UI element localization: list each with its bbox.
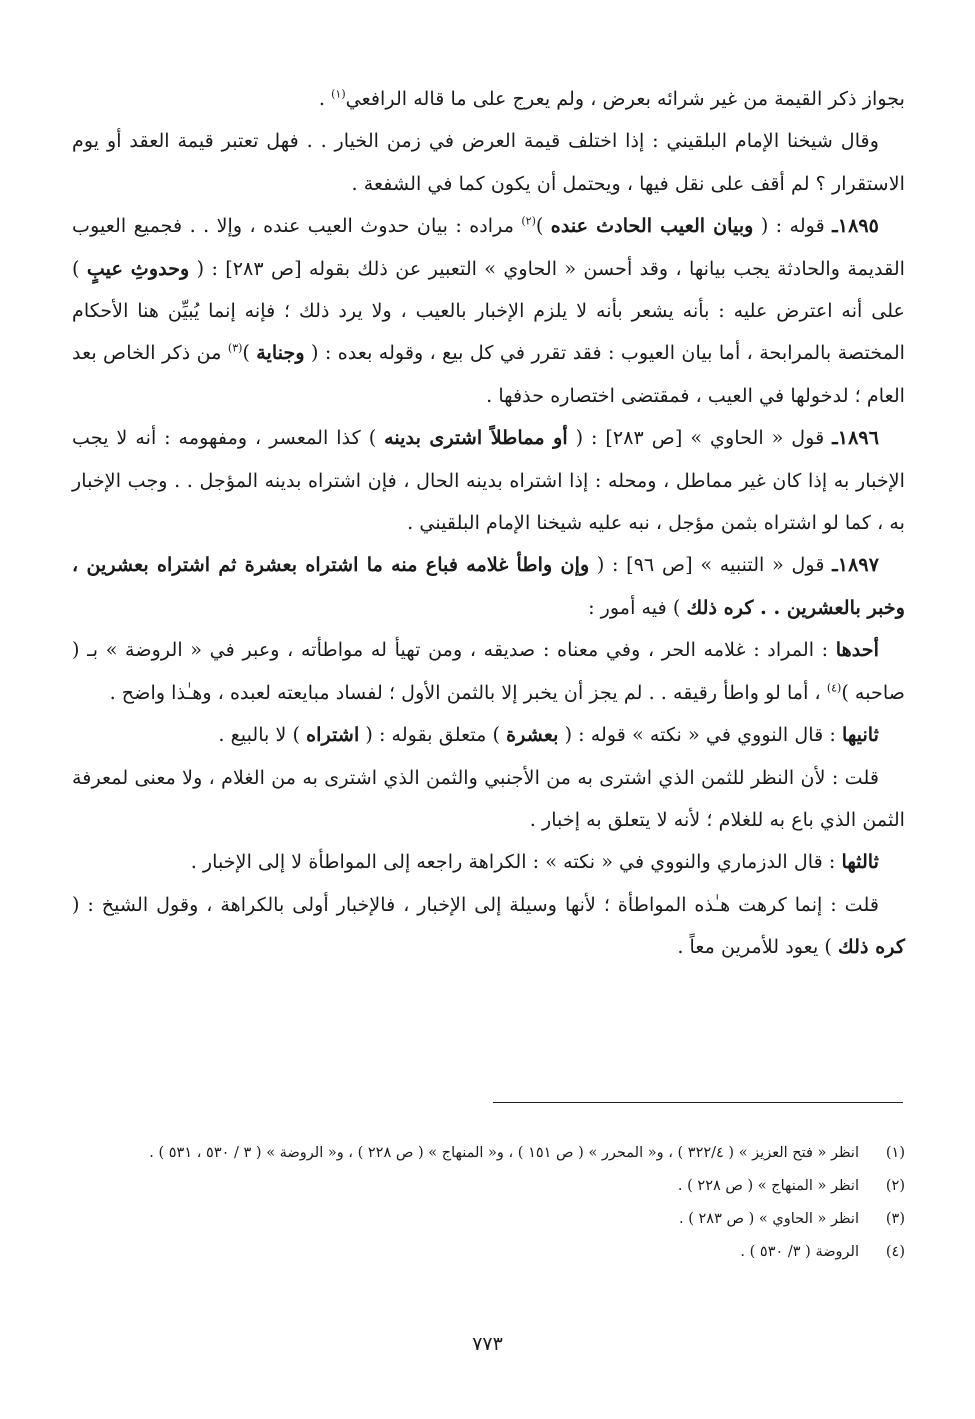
footnote-text: انظر « الحاوي » ( ص ٢٨٣ ) . (679, 1211, 859, 1227)
bold-text: اشتراه (306, 723, 360, 747)
text-run: ) يعود للأمرين معاً . (677, 935, 838, 959)
footnote-number: (١) (885, 1145, 905, 1161)
bold-text: وجناية (256, 341, 305, 365)
bold-text: أو مماطلاً اشترى بدينه (384, 426, 568, 450)
paragraph (72, 417, 905, 544)
text-run: ) (242, 341, 257, 365)
bold-text: كره ذلك (837, 935, 905, 959)
footnote-number: (٤) (885, 1244, 905, 1260)
footnote-text: انظر « المنهاج » ( ص ٢٢٨ ) . (677, 1178, 859, 1194)
text-run: ، أما لو واطأ رقيقه . . لم يجز أن يخبر إلا بالثمن الأول ؛ لفساد مبايعته لعبده ، وهـٰذا واضح . (109, 680, 827, 704)
text-run: ) على أنه اعترض عليه : بأنه يشعر بأنه لا يلزم الإخبار بالعيب ، ولا يرد ذلك ؛ فإنه إنما يُبيِّن هنا الأحكام المختصة بالمرابحة ، أما بيان العيوب : فقد تقرر في كل بيع ، وقوله بعده : ( (72, 256, 905, 365)
page-number: ٧٧٣ (472, 1333, 503, 1355)
paragraph (72, 629, 905, 714)
footnote-separator (493, 1102, 903, 1103)
paragraph (72, 78, 905, 120)
bold-text: ١٨٩٥ـ (832, 214, 879, 238)
text-run: قلت : لأن النظر للثمن الذي اشترى به من الأجنبي والثمن الذي اشترى به من الغلام ، ولا معنى لمعرفة الثمن الذي باع به للغلام ؛ لأنه لا يتعلق به إخبار . (72, 765, 905, 831)
text-run: ) متعلق بقوله : ( (359, 723, 507, 747)
footnote (72, 1203, 905, 1236)
footnote-ref: (١) (331, 87, 346, 101)
footnote (72, 1170, 905, 1203)
text-run: قول « التنبيه » [ص ٩٦] : ( (589, 553, 833, 577)
text-run: ) (535, 214, 551, 238)
bold-text: ثالثها (841, 850, 879, 874)
text-run: من ذكر الخاص بعد العام ؛ لدخولها في العيب ، فمقتضى اختصاره حذفها . (72, 341, 905, 407)
text-run: : المراد : غلامه الحر ، وفي معناه : صديقه ، ومن تهيأ له مواطأته ، وعبر في « الروضة » بـ ( صاحبه ) (72, 638, 905, 704)
footnote-text: انظر « فتح العزيز » ( ٣٢٢/٤ ) ، و« المحرر » ( ص ١٥١ ) ، و« المنهاج » ( ص ٢٢٨ ) ، و« الروضة » ( ٣ / ٥٣٠ ، ٥٣١ ) . (149, 1145, 859, 1161)
footnote-number: (٢) (885, 1178, 905, 1194)
footnotes (72, 1137, 905, 1269)
paragraph (72, 841, 905, 883)
bold-text: ثانيها (841, 723, 879, 747)
text-run: مراده : بيان حدوث العيب عنده ، وإلا . . فجميع العيوب القديمة والحادثة يجب بيانها ، وقد أحسن « الحاوي » التعبير عن ذلك بقوله [ص ٢٨٣] : ( (72, 214, 906, 280)
footnote-ref: (٢) (521, 214, 536, 228)
paragraph (72, 544, 905, 629)
bold-text: ١٨٩٦ـ (832, 426, 880, 450)
footnote-ref: (٤) (826, 681, 842, 695)
paragraph (72, 714, 905, 756)
footnote-number: (٣) (885, 1211, 905, 1227)
text-run: : قال النووي في « نكته » قوله : ( (558, 723, 842, 747)
footnote (72, 1236, 905, 1269)
bold-text: أحدها (835, 638, 879, 662)
footnote-text: الروضة ( ٣/ ٥٣٠ ) . (740, 1244, 859, 1260)
text-run: وقال شيخنا الإمام البلقيني : إذا اختلف قيمة العرض في زمن الخيار . . فهل تعتبر قيمة العقد أو يوم الاستقرار ؟ لم أقف على نقل فيها ، ويحتمل أن يكون كما في الشفعة . (72, 129, 905, 195)
bold-text: ١٨٩٧ـ (832, 553, 880, 577)
text-run: : قال الدزماري والنووي في « نكته » : الكراهة راجعه إلى المواطأة لا إلى الإخبار . (190, 850, 842, 874)
paragraph (72, 884, 905, 969)
paragraph (72, 757, 905, 842)
bold-text: وحدوثِ عيبٍ (86, 256, 190, 280)
text-run: بجواز ذكر القيمة من غير شرائه بعرض ، ولم يعرج على ما قاله الرافعي (345, 87, 905, 110)
bold-text: بعشرة (506, 723, 559, 747)
footnote-ref: (٣) (227, 342, 243, 356)
paragraph (72, 205, 905, 417)
text-run: ) فيه أمور : (588, 595, 687, 619)
text-run: قول « الحاوي » [ص ٢٨٣] : ( (567, 426, 833, 450)
text-run: ) كذا المعسر ، ومفهومه : أنه لا يجب الإخبار به إذا كان غير مماطل ، ومحله : إذا اشتراه بدينه الحال ، فإن اشتراه بدينه المؤجل . . وجب الإخبار به ، كما لو اشتراه بثمن مؤجل ، نبه عليه شيخنا الإمام البلقيني . (72, 426, 905, 535)
bold-text: وبيان العيب الحادث عنده (550, 214, 754, 238)
bold-text: وإن واطأ غلامه فباع منه ما اشتراه بعشرة ثم اشتراه بعشرين ، وخبر بالعشرين . . كره ذلك (72, 553, 905, 619)
paragraph (72, 120, 905, 205)
text-run: . (318, 87, 332, 110)
text-run: قوله : ( (753, 214, 833, 238)
text-run: ) لا بالبيع . (218, 723, 307, 747)
text-run: قلت : إنما كرهت هـٰذه المواطأة ؛ لأنها وسيلة إلى الإخبار ، فالإخبار أولى بالكراهة ، وقول الشيخ : ( (72, 892, 879, 916)
main-text (72, 78, 905, 969)
footnote (72, 1137, 905, 1170)
